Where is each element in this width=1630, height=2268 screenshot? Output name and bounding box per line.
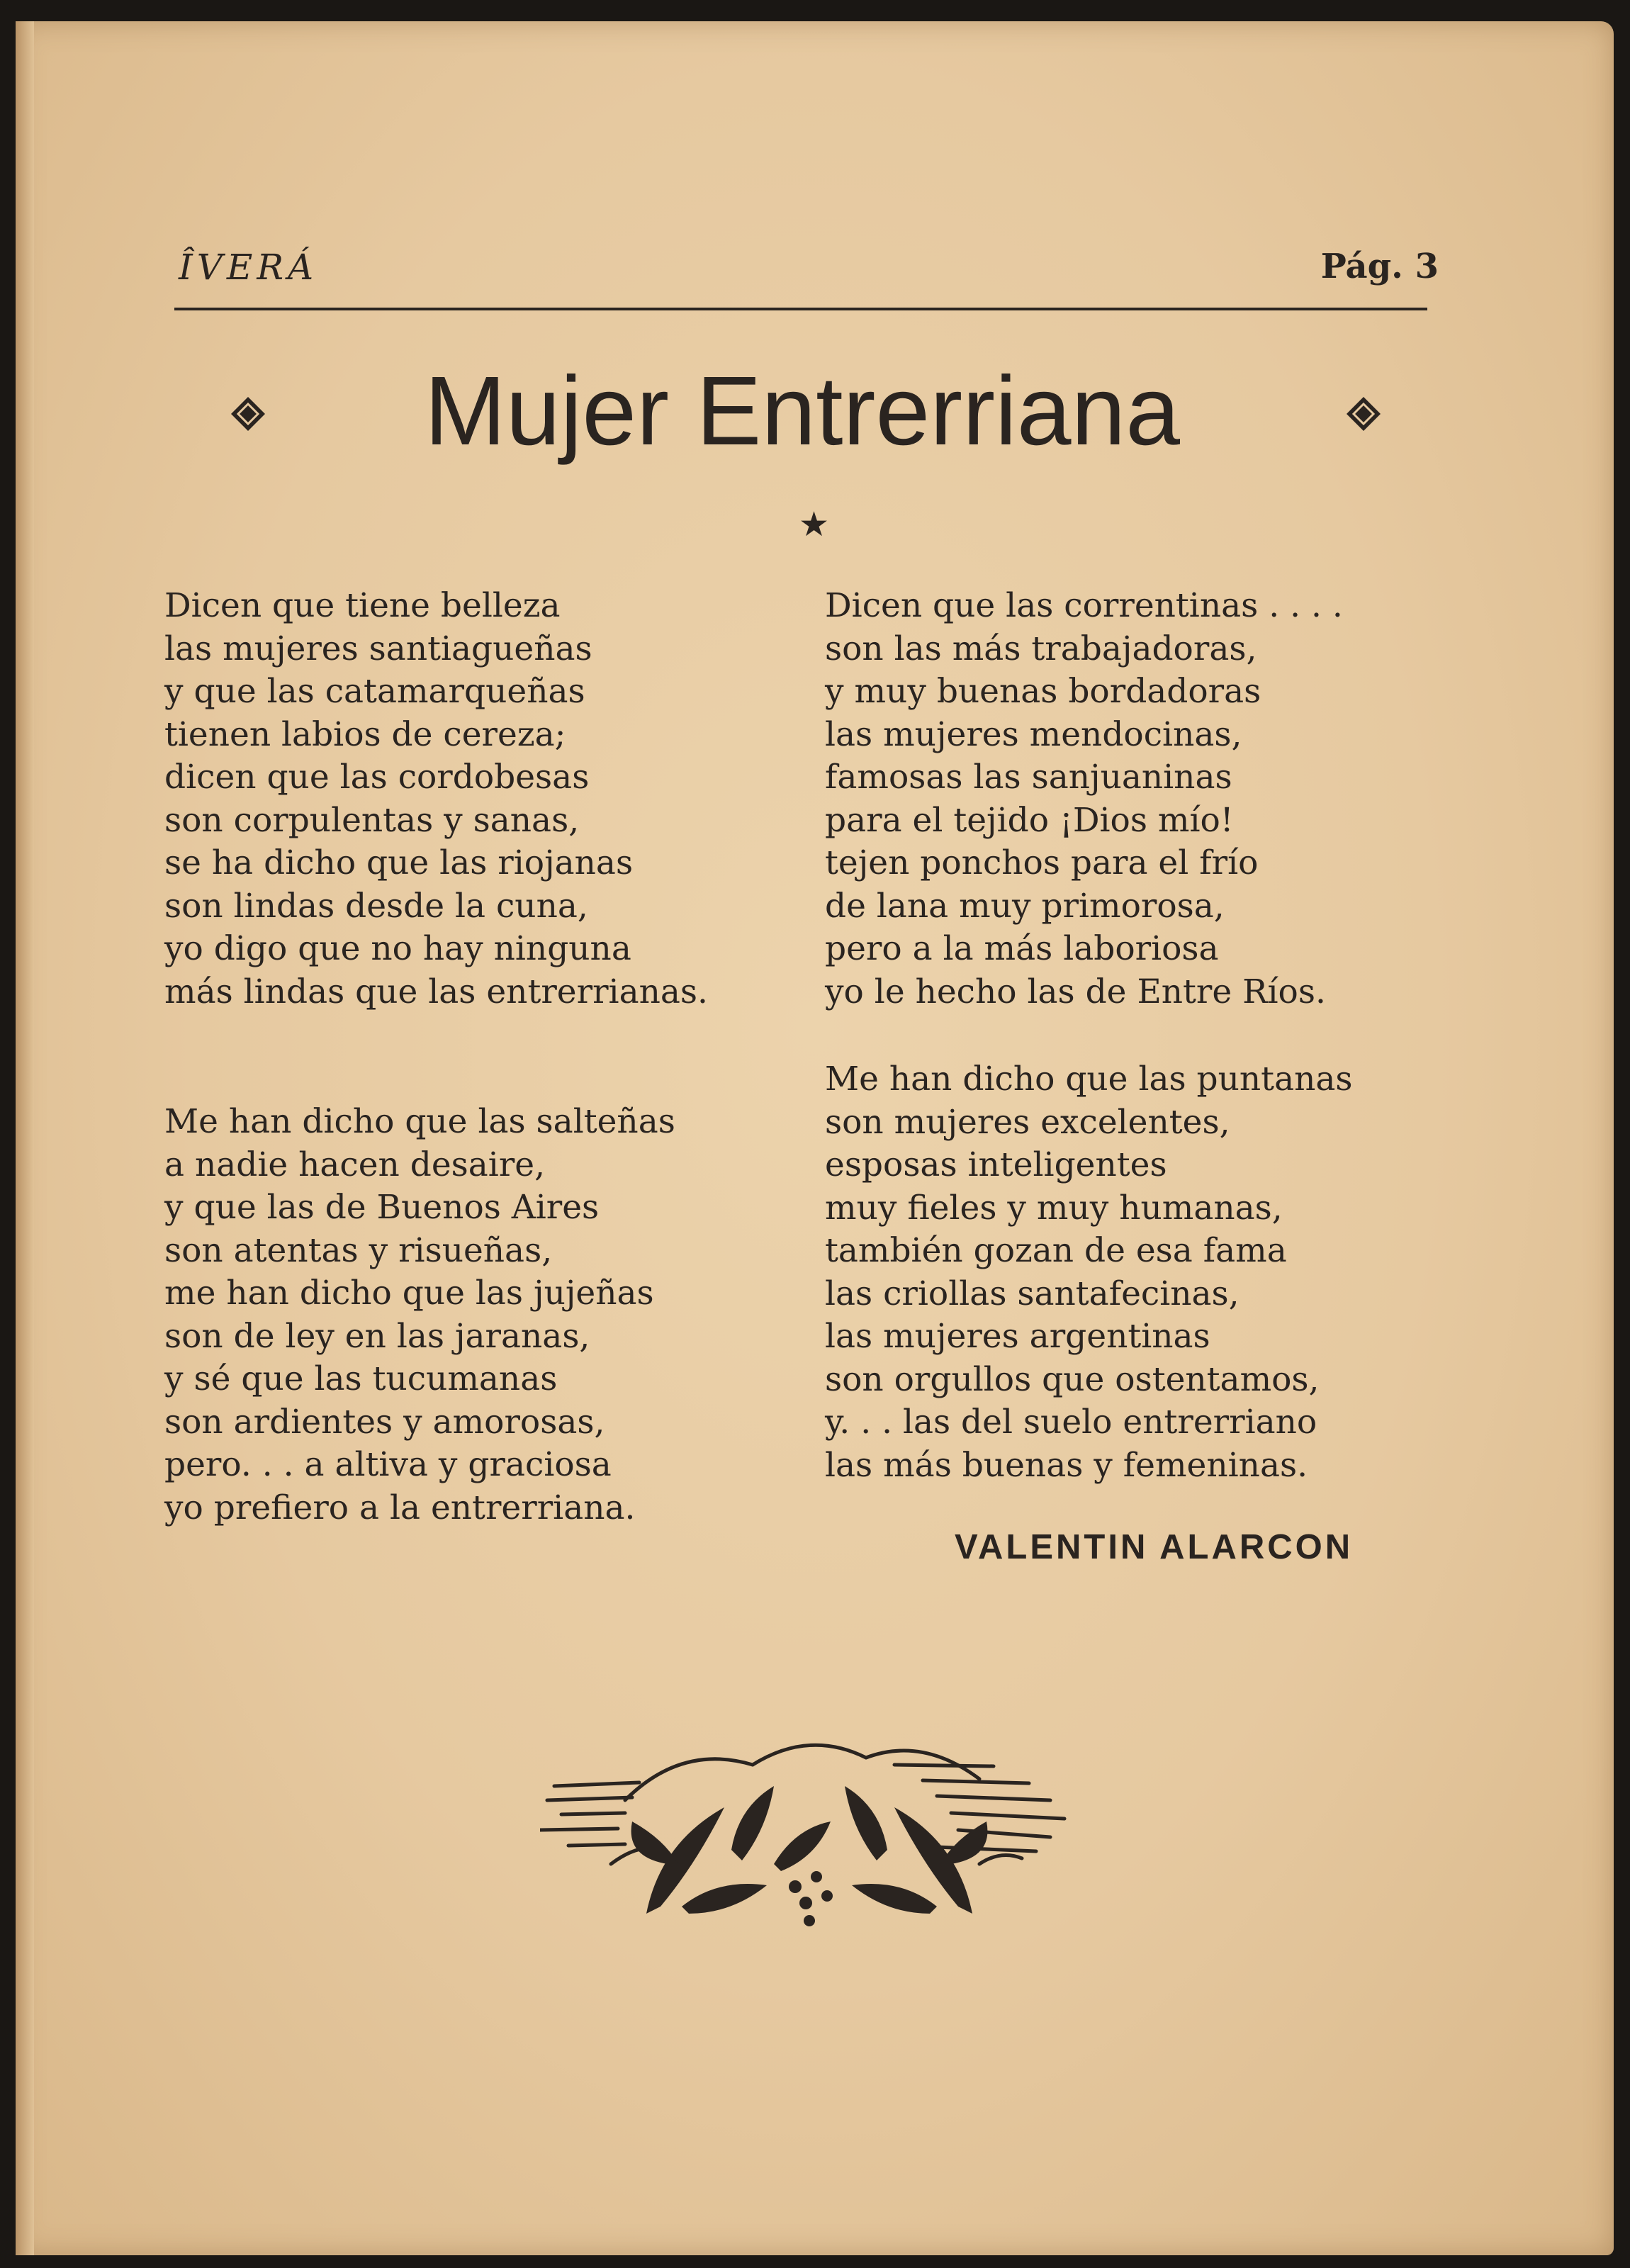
poem-line: las más buenas y femeninas.: [825, 1445, 1308, 1485]
poem-line: me han dicho que las jujeñas: [164, 1274, 654, 1313]
page-binding: [16, 21, 34, 2255]
poem-line: las mujeres argentinas: [825, 1317, 1210, 1356]
poem-line: son lindas desde la cuna,: [164, 886, 588, 926]
poem-line: pero a la más laboriosa: [825, 929, 1219, 968]
poem-line: a nadie hacen desaire,: [164, 1145, 546, 1184]
poem-line: para el tejido ¡Dios mío!: [825, 800, 1234, 840]
stanza-4: [825, 1058, 1353, 1487]
stanza-2: [164, 1101, 675, 1529]
poem-line: y que las de Buenos Aires: [164, 1188, 600, 1227]
poem-line: tienen labios de cereza;: [164, 714, 566, 754]
poem-line: yo digo que no hay ninguna: [164, 929, 631, 968]
poem-line: son ardientes y amorosas,: [164, 1402, 605, 1442]
leaf-ornament-icon: [540, 1701, 1079, 1956]
page-header: [164, 247, 1440, 289]
magazine-name: ÎVERÁ: [179, 247, 318, 288]
author-signature: VALENTIN ALARCON: [955, 1528, 1354, 1566]
poem-line: de lana muy primorosa,: [825, 886, 1225, 926]
poem-line: Me han dicho que las puntanas: [825, 1060, 1353, 1099]
poem-line: son atentas y risueñas,: [164, 1230, 553, 1270]
poem-line: las criollas santafecinas,: [825, 1274, 1240, 1313]
magazine-page: [16, 21, 1614, 2255]
poem-line: son corpulentas y sanas,: [164, 800, 580, 840]
poem-line: se ha dicho que las riojanas: [164, 843, 634, 882]
poem-line: Me han dicho que las salteñas: [164, 1102, 675, 1141]
poem-line: y. . . las del suelo entrerriano: [825, 1403, 1317, 1442]
poem-line: más lindas que las entrerrianas.: [164, 972, 708, 1011]
poem-line: son orgullos que ostentamos,: [825, 1359, 1320, 1399]
poem-line: Dicen que tiene belleza: [164, 586, 561, 625]
poem-line: también gozan de esa fama: [825, 1231, 1287, 1270]
poem-line: pero. . . a altiva y graciosa: [164, 1445, 612, 1484]
poem-line: y sé que las tucumanas: [164, 1359, 558, 1398]
poem-line: dicen que las cordobesas: [164, 758, 590, 797]
poem-line: esposas inteligentes: [825, 1145, 1167, 1184]
poem-line: y que las catamarqueñas: [164, 672, 585, 711]
poem-line: yo le hecho las de Entre Ríos.: [825, 972, 1326, 1011]
poem-line: las mujeres mendocinas,: [825, 714, 1242, 754]
poem-line: yo prefiero a la entrerriana.: [164, 1488, 636, 1527]
poem-title: Mujer Entrerriana: [424, 357, 1181, 466]
poem-line: son de ley en las jaranas,: [164, 1316, 590, 1356]
stanza-3: [825, 585, 1343, 1014]
poem-line: las mujeres santiagueñas: [164, 629, 592, 668]
page-number: Pág. 3: [1320, 247, 1439, 286]
poem-line: y muy buenas bordadoras: [825, 672, 1261, 711]
poem-line: muy fieles y muy humanas,: [825, 1188, 1283, 1228]
poem-line: son las más trabajadoras,: [825, 629, 1257, 668]
title-row: [164, 354, 1440, 468]
stanza-1: [164, 585, 708, 1014]
header-rule: [174, 308, 1427, 310]
poem-line: famosas las sanjuaninas: [825, 758, 1232, 797]
star-icon: ★: [799, 505, 830, 544]
diamond-ornament-icon: [1345, 395, 1382, 432]
poem-line: son mujeres excelentes,: [825, 1102, 1230, 1142]
poem-line: Dicen que las correntinas . . . .: [825, 586, 1343, 625]
poem-line: tejen ponchos para el frío: [825, 843, 1259, 882]
